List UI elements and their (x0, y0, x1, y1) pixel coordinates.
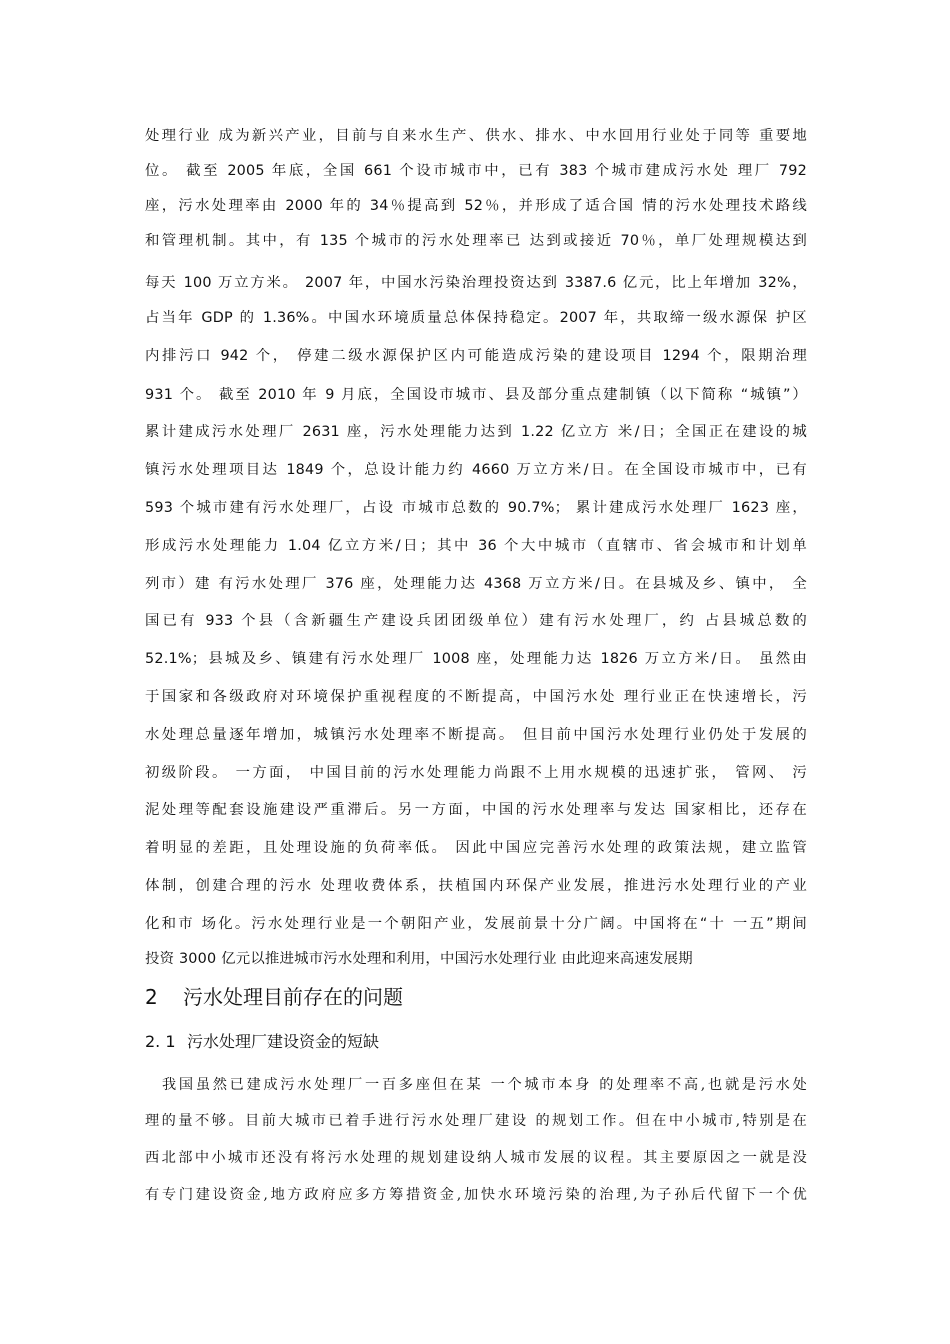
text-line: 西北部中小城市还没有将污水处理的规划建设纳人城市发展的议程。其主要原因之一就是没 (145, 1150, 807, 1166)
text-line: 国已有 933 个县（含新疆生产建设兵团团级单位）建有污水处理厂，约 占县城总数的 (145, 613, 807, 629)
subsection-number: 2. 1 (145, 1032, 176, 1051)
text-line: 每天 100 万立方米。 2007 年，中国水污染治理投资达到 3387.6 亿元，比上年增加 32%， (145, 275, 807, 291)
text-line: 和管理机制。其中，有 135 个城市的污水处理率已 达到或接近 70％，单厂处理规模达到 (145, 233, 807, 249)
text-line: 有专门建设资金,地方政府应多方筹措资金,加快水环境污染的治理,为子孙后代留下一个优 (145, 1187, 807, 1203)
text-line: 于国家和各级政府对环境保护重视程度的不断提高，中国污水处 理行业正在快速增长，污 (145, 689, 807, 705)
text-line: 理的量不够。目前大城市已着手进行污水处理厂建设 的规划工作。但在中小城市,特别是在 (145, 1113, 807, 1129)
text-line: 52.1%；县城及乡、镇建有污水处理厂 1008 座，处理能力达 1826 万立方米/日。 虽然由 (145, 651, 807, 667)
text-line: 镇污水处理项目达 1849 个，总设计能力约 4660 万立方米/日。在全国设市城市中，已有 (145, 462, 807, 478)
subsection-heading (145, 1030, 379, 1054)
text-line: 我国虽然已建成污水处理厂一百多座但在某 一个城市本身 的处理率不高,也就是污水处 (162, 1077, 807, 1093)
section-number: 2 (145, 985, 158, 1009)
text-line: 着明显的差距，且处理设施的负荷率低。 因此中国应完善污水处理的政策法规，建立监管 (145, 840, 807, 856)
text-line: 位。 截至 2005 年底，全国 661 个设市城市中，已有 383 个城市建成污水处 理厂 792 (145, 163, 807, 179)
text-line: 初级阶段。 一方面， 中国目前的污水处理能力尚跟不上用水规模的迅速扩张， 管网、 污 (145, 765, 807, 781)
text-line: 水处理总量逐年增加，城镇污水处理率不断提高。 但目前中国污水处理行业仍处于发展的 (145, 727, 807, 743)
text-line: 内排污口 942 个， 停建二级水源保护区内可能造成污染的建设项目 1294 个，限期治理 (145, 348, 807, 364)
text-line: 931 个。 截至 2010 年 9 月底，全国设市城市、县及部分重点建制镇（以下简称 “城镇”） (145, 387, 807, 403)
text-line: 列市）建 有污水处理厂 376 座，处理能力达 4368 万立方米/日。在县城及乡、镇中， 全 (145, 576, 807, 592)
text-line: 处理行业 成为新兴产业，目前与自来水生产、供水、排水、中水回用行业处于同等 重要地 (145, 128, 807, 144)
subsection-title: 污水处理厂建设资金的短缺 (187, 1032, 380, 1051)
text-line: 泥处理等配套设施建设严重滞后。另一方面，中国的污水处理率与发达 国家相比，还存在 (145, 802, 807, 818)
text-line: 形成污水处理能力 1.04 亿立方米/日；其中 36 个大中城市（直辖市、省会城市和计划单 (145, 538, 807, 554)
text-line: 累计建成污水处理厂 2631 座，污水处理能力达到 1.22 亿立方 米/日；全国正在建设的城 (145, 424, 807, 440)
text-line: 593 个城市建有污水处理厂，占设 市城市总数的 90.7%； 累计建成污水处理厂 1623 座， (145, 500, 807, 516)
text-line: 化和市 场化。污水处理行业是一个朝阳产业，发展前景十分广阔。中国将在“十 一五”期间 (145, 916, 807, 932)
text-line: 体制，创建合理的污水 处理收费体系，扶植国内环保产业发展，推进污水处理行业的产业 (145, 878, 807, 894)
text-line: 座，污水处理率由 2000 年的 34％提高到 52％，并形成了适合国 情的污水处理技术路线 (145, 198, 807, 214)
section-title: 污水处理目前存在的问题 (183, 985, 403, 1009)
text-line: 投资 3000 亿元以推进城市污水处理和利用，中国污水处理行业 由此迎来高速发展期 (145, 951, 693, 967)
text-line: 占当年 GDP 的 1.36%。中国水环境质量总体保持稳定。2007 年，共取缔一级水源保 护区 (145, 310, 807, 326)
section-heading (145, 983, 403, 1011)
